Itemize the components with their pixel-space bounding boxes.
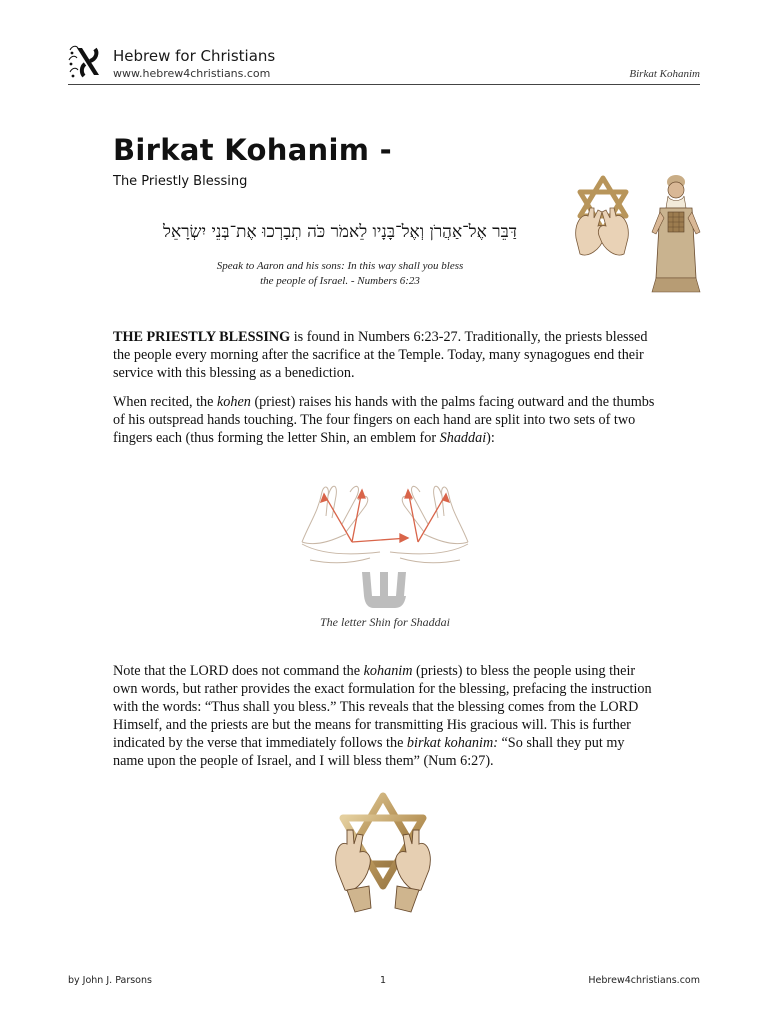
hebrew-verse: דַּבֵּר אֶל־אַהֲרֹן וְאֶל־בָּנָיו לֵאמֹר כֹּה תְבָרְכוּ אֶת־בְּנֵי יִשְׂרָאֵל (163, 222, 517, 242)
term-kohanim: kohanim (363, 663, 413, 679)
site-url[interactable]: www.hebrew4christians.com (113, 67, 271, 80)
priest-blessing-illustration (568, 168, 706, 296)
verse-translation (160, 259, 520, 289)
page-title: Birkat Kohanim - (113, 133, 392, 167)
header-doc-title: Birkat Kohanim (629, 68, 700, 80)
paragraph-text: (priest) raises his hands with the palms facing outward and the thumbs of his outspread hands touching. The four fingers on each hand are split into two sets of two fingers each (thus forming the letter Shin, an emblem for (113, 394, 655, 446)
figure-caption: The letter Shin for Shaddai (320, 615, 450, 629)
star-of-david-hands-icon (327, 790, 439, 916)
term-kohen: kohen (217, 394, 251, 410)
term-birkat-kohanim: birkat kohanim: (406, 735, 498, 751)
paragraph-text: “So shall they put my name upon the people of Israel, and I will bless them” (Num 6:27). (113, 735, 625, 769)
term-shaddai: Shaddai (439, 430, 487, 446)
header-divider (68, 84, 700, 85)
paragraph-text: is found in Numbers 6:23-27. Traditionally, the priests blessed the people every morning after the sacrifice at the Temple. Today, many synagogues end their service with this blessing as a benediction. (113, 329, 648, 381)
paragraph-intro (113, 328, 658, 382)
footer-site[interactable]: Hebrew4christians.com (588, 975, 700, 986)
paragraph-text: Note that the LORD does not command the (113, 663, 364, 679)
paragraph-text: When recited, the (113, 394, 217, 410)
footer-page-number: 1 (380, 975, 387, 986)
paragraph-text: ): (486, 430, 495, 446)
lead-term: THE PRIESTLY BLESSING (113, 329, 291, 345)
site-title: Hebrew for Christians (113, 47, 276, 65)
paragraph-commentary (113, 662, 658, 770)
footer-author: by John J. Parsons (68, 975, 152, 986)
translation-line-2: the people of Israel. - Numbers 6:23 (260, 275, 420, 287)
aleph-logo-icon (66, 42, 104, 82)
translation-line-1: Speak to Aaron and his sons: In this way shall you bless (216, 260, 464, 272)
shin-hands-figure (290, 472, 480, 612)
paragraph-text: (priests) to bless the people using their own words, but rather provides the exact formulation for the blessing, prefacing the instruction with the words: “Thus shall you bless.” This reveals that the blessing comes from the LORD Himself, and the priests are but the means for transmitting His gracious will. This is further indicated by the verse that immediately follows the (113, 663, 652, 751)
page-subtitle: The Priestly Blessing (113, 174, 248, 189)
paragraph-hand-position (113, 393, 658, 447)
